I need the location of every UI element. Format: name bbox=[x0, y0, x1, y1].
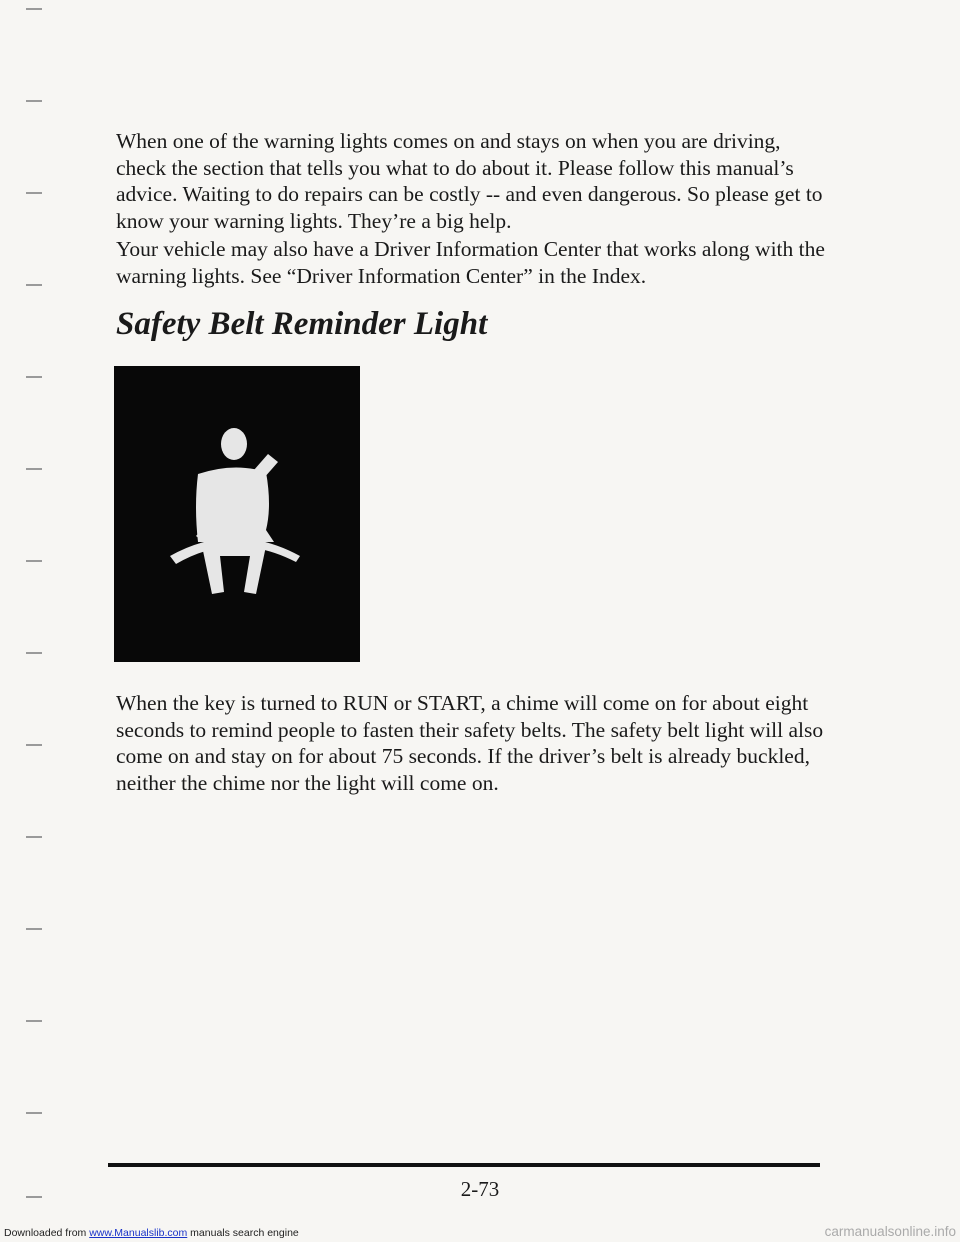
margin-tick-5 bbox=[26, 376, 42, 378]
site-watermark: carmanualsonline.info bbox=[824, 1224, 956, 1239]
margin-tick-12 bbox=[26, 1020, 42, 1022]
margin-tick-3 bbox=[26, 192, 42, 194]
download-footer bbox=[4, 1227, 299, 1239]
manualslib-link[interactable]: www.Manualslib.com bbox=[89, 1227, 188, 1239]
margin-tick-8 bbox=[26, 652, 42, 654]
intro-paragraph: When one of the warning lights comes on and stays on when you are driving, check the section that tells you what to do about it. Please follow this manual’s advice. Waiting to do repairs can be costly -- and even dangerous. So please get to know your warning lights. They’re a big help. bbox=[116, 129, 823, 233]
margin-tick-6 bbox=[26, 468, 42, 470]
margin-tick-1 bbox=[26, 8, 42, 10]
margin-tick-4 bbox=[26, 284, 42, 286]
margin-tick-10 bbox=[26, 836, 42, 838]
margin-tick-9 bbox=[26, 744, 42, 746]
margin-tick-7 bbox=[26, 560, 42, 562]
section-heading: Safety Belt Reminder Light bbox=[116, 306, 488, 342]
margin-tick-13 bbox=[26, 1112, 42, 1114]
page-number: 2-73 bbox=[460, 1177, 500, 1201]
margin-tick-11 bbox=[26, 928, 42, 930]
chime-paragraph: When the key is turned to RUN or START, a chime will come on for about eight seconds to remind people to fasten their safety belts. The safety belt light will also come on and stay on for about 75 seconds. If the driver’s belt is already buckled, neither the chime nor the light will come on. bbox=[116, 691, 824, 795]
footer-prefix: Downloaded from bbox=[4, 1227, 90, 1239]
margin-tick-2 bbox=[26, 100, 42, 102]
safety-belt-icon bbox=[114, 366, 360, 662]
page-rule bbox=[108, 1163, 820, 1167]
driver-info-paragraph: Your vehicle may also have a Driver Information Center that works along with the warning lights. See “Driver Information Center” in the Index. bbox=[116, 237, 825, 288]
footer-suffix: manuals search engine bbox=[187, 1227, 299, 1239]
